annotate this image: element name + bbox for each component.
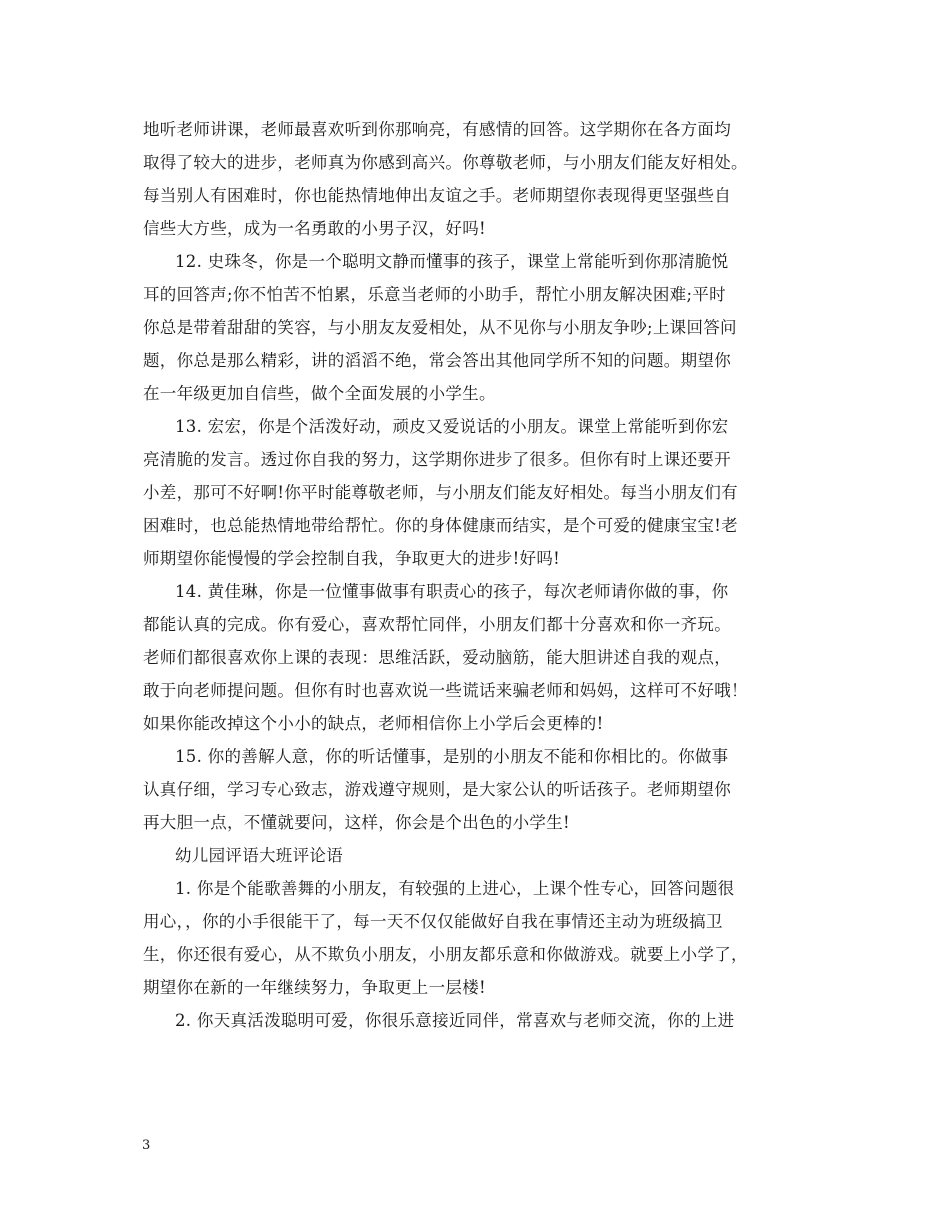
text-line: 在一年级更加自信些，做个全面发展的小学生。 bbox=[143, 384, 496, 403]
document-body bbox=[143, 113, 815, 1037]
text-line: 13. 宏宏，你是个活泼好动，顽皮又爱说话的小朋友。课堂上常能听到你宏 bbox=[175, 417, 729, 436]
text-line: 每当别人有困难时，你也能热情地伸出友谊之手。老师期望你表现得更坚强些自 bbox=[143, 186, 731, 205]
text-line: 再大胆一点，不懂就要问，这样，你会是个出色的小学生! bbox=[143, 813, 570, 832]
page-number: 3 bbox=[142, 1138, 151, 1153]
text-line: 信些大方些，成为一名勇敢的小男子汉，好吗! bbox=[143, 219, 486, 238]
text-line: 你总是带着甜甜的笑容，与小朋友友爱相处，从不见你与小朋友争吵;上课回答问 bbox=[143, 318, 737, 337]
text-line: 困难时，也总能热情地带给帮忙。你的身体健康而结实，是个可爱的健康宝宝!老 bbox=[143, 516, 738, 535]
text-line: 取得了较大的进步，老师真为你感到高兴。你尊敬老师，与小朋友们能友好相处。 bbox=[143, 153, 748, 172]
text-line: 2. 你天真活泼聪明可爱，你很乐意接近同伴，常喜欢与老师交流，你的上进 bbox=[175, 1011, 735, 1030]
text-line: 12. 史珠冬，你是一个聪明文静而懂事的孩子，课堂上常能听到你那清脆悦 bbox=[175, 252, 729, 271]
text-line: 用心，，你的小手很能干了，每一天不仅仅能做好自我在事情还主动为班级搞卫 bbox=[143, 912, 723, 931]
text-line: 生，你还很有爱心，从不欺负小朋友，小朋友都乐意和你做游戏。就要上小学了， bbox=[143, 945, 748, 964]
text-line: 都能认真的完成。你有爱心，喜欢帮忙同伴，小朋友们都十分喜欢和你一齐玩。 bbox=[143, 615, 731, 634]
text-line: 期望你在新的一年继续努力，争取更上一层楼! bbox=[143, 978, 486, 997]
text-line: 小差，那可不好啊!你平时能尊敬老师，与小朋友们能友好相处。每当小朋友们有 bbox=[143, 483, 738, 502]
text-line: 地听老师讲课，老师最喜欢听到你那响亮，有感情的回答。这学期你在各方面均 bbox=[143, 120, 731, 139]
text-line: 14. 黄佳琳，你是一位懂事做事有职责心的孩子，每次老师请你做的事，你 bbox=[175, 582, 729, 601]
text-line: 耳的回答声;你不怕苦不怕累，乐意当老师的小助手，帮忙小朋友解决困难;平时 bbox=[143, 285, 726, 304]
text-line: 1. 你是个能歌善舞的小朋友，有较强的上进心，上课个性专心，回答问题很 bbox=[175, 879, 735, 898]
text-line: 如果你能改掉这个小小的缺点，老师相信你上小学后会更棒的! bbox=[143, 714, 604, 733]
text-line: 认真仔细，学习专心致志，游戏遵守规则，是大家公认的听话孩子。老师期望你 bbox=[143, 780, 731, 799]
text-line: 15. 你的善解人意，你的听话懂事，是别的小朋友不能和你相比的。你做事 bbox=[175, 747, 729, 766]
text-line: 敢于向老师提问题。但你有时也喜欢说一些谎话来骗老师和妈妈，这样可不好哦！ bbox=[143, 681, 748, 700]
text-line: 幼儿园评语大班评论语 bbox=[175, 846, 343, 865]
text-line: 亮清脆的发言。透过你自我的努力，这学期你进步了很多。但你有时上课还要开 bbox=[143, 450, 731, 469]
text-line: 题，你总是那么精彩，讲的滔滔不绝，常会答出其他同学所不知的问题。期望你 bbox=[143, 351, 731, 370]
text-line: 师期望你能慢慢的学会控制自我，争取更大的进步!好吗! bbox=[143, 549, 561, 568]
text-line: 老师们都很喜欢你上课的表现：思维活跃，爱动脑筋，能大胆讲述自我的观点， bbox=[143, 648, 731, 667]
